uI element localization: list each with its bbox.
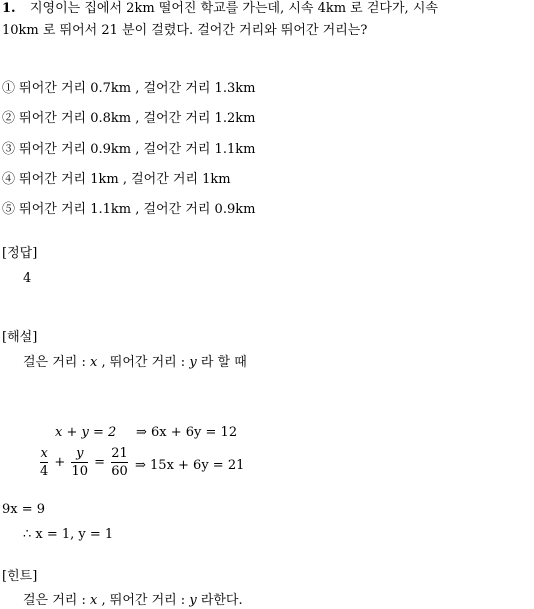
equation-2-right: ⇒ 15x + 6y = 21: [135, 458, 245, 473]
choice-text: 뛰어간 거리 1km , 걸어간 거리 1km: [19, 172, 231, 187]
result-line-2: ∴ x = 1, y = 1: [23, 527, 114, 542]
choice-text: 뛰어간 거리 0.8km , 걸어간 거리 1.2km: [19, 111, 256, 126]
var-x: x: [90, 355, 98, 370]
choice-text: 뛰어간 거리 1.1km , 걸어간 거리 0.9km: [19, 202, 256, 217]
choice-marker: ②: [2, 111, 16, 126]
var-y: y: [189, 355, 197, 370]
explanation-intro: 걸은 거리 : x , 뛰어간 거리 : y 라 할 때: [23, 355, 247, 370]
choice-item-3[interactable]: [2, 142, 255, 158]
var-y: y: [189, 593, 197, 608]
choice-item-4[interactable]: [2, 172, 231, 188]
equation-1-right: ⇒ 6x + 6y = 12: [136, 425, 238, 440]
choice-item-2[interactable]: [2, 111, 255, 127]
choice-marker: ①: [2, 81, 16, 96]
var-x: x: [90, 593, 98, 608]
equation-1-left: x + y = 2: [55, 425, 117, 440]
choice-text: 뛰어간 거리 0.9km , 걸어간 거리 1.1km: [19, 142, 256, 157]
result-line-1: 9x = 9: [2, 502, 46, 517]
hint-label: [힌트]: [2, 569, 38, 584]
hint-text: 걸은 거리 : x , 뛰어간 거리 : y 라한다.: [23, 593, 243, 608]
choice-marker: ③: [2, 142, 16, 157]
explanation-label: [해설]: [2, 330, 38, 345]
choice-item-1[interactable]: [2, 81, 255, 97]
fraction-x-over-4: $\frac{x}{4}$: [40, 446, 49, 479]
equation-2-left: $\frac{x}{4}$ + $\frac{y}{10}$ = $\frac{21}{60}$: [40, 446, 128, 479]
choice-marker: ④: [2, 172, 16, 187]
fraction-y-over-10: $\frac{y}{10}$: [71, 446, 89, 479]
choice-marker: ⑤: [2, 202, 16, 217]
problem-text-line1: 지영이는 집에서 2km 떨어진 학교를 가는데, 시속 4km 로 걷다가, 시속: [30, 1, 438, 16]
problem-number: 1.: [2, 1, 16, 16]
choice-item-5[interactable]: [2, 202, 255, 218]
problem-text-line2: 10km 로 뛰어서 21 분이 걸렸다. 걸어간 거리와 뛰어간 거리는?: [2, 23, 368, 38]
answer-label: [정답]: [2, 246, 38, 261]
choice-text: 뛰어간 거리 0.7km , 걸어간 거리 1.3km: [19, 81, 256, 96]
fraction-21-over-60: $\frac{21}{60}$: [111, 446, 128, 479]
answer-value: 4: [23, 271, 32, 286]
